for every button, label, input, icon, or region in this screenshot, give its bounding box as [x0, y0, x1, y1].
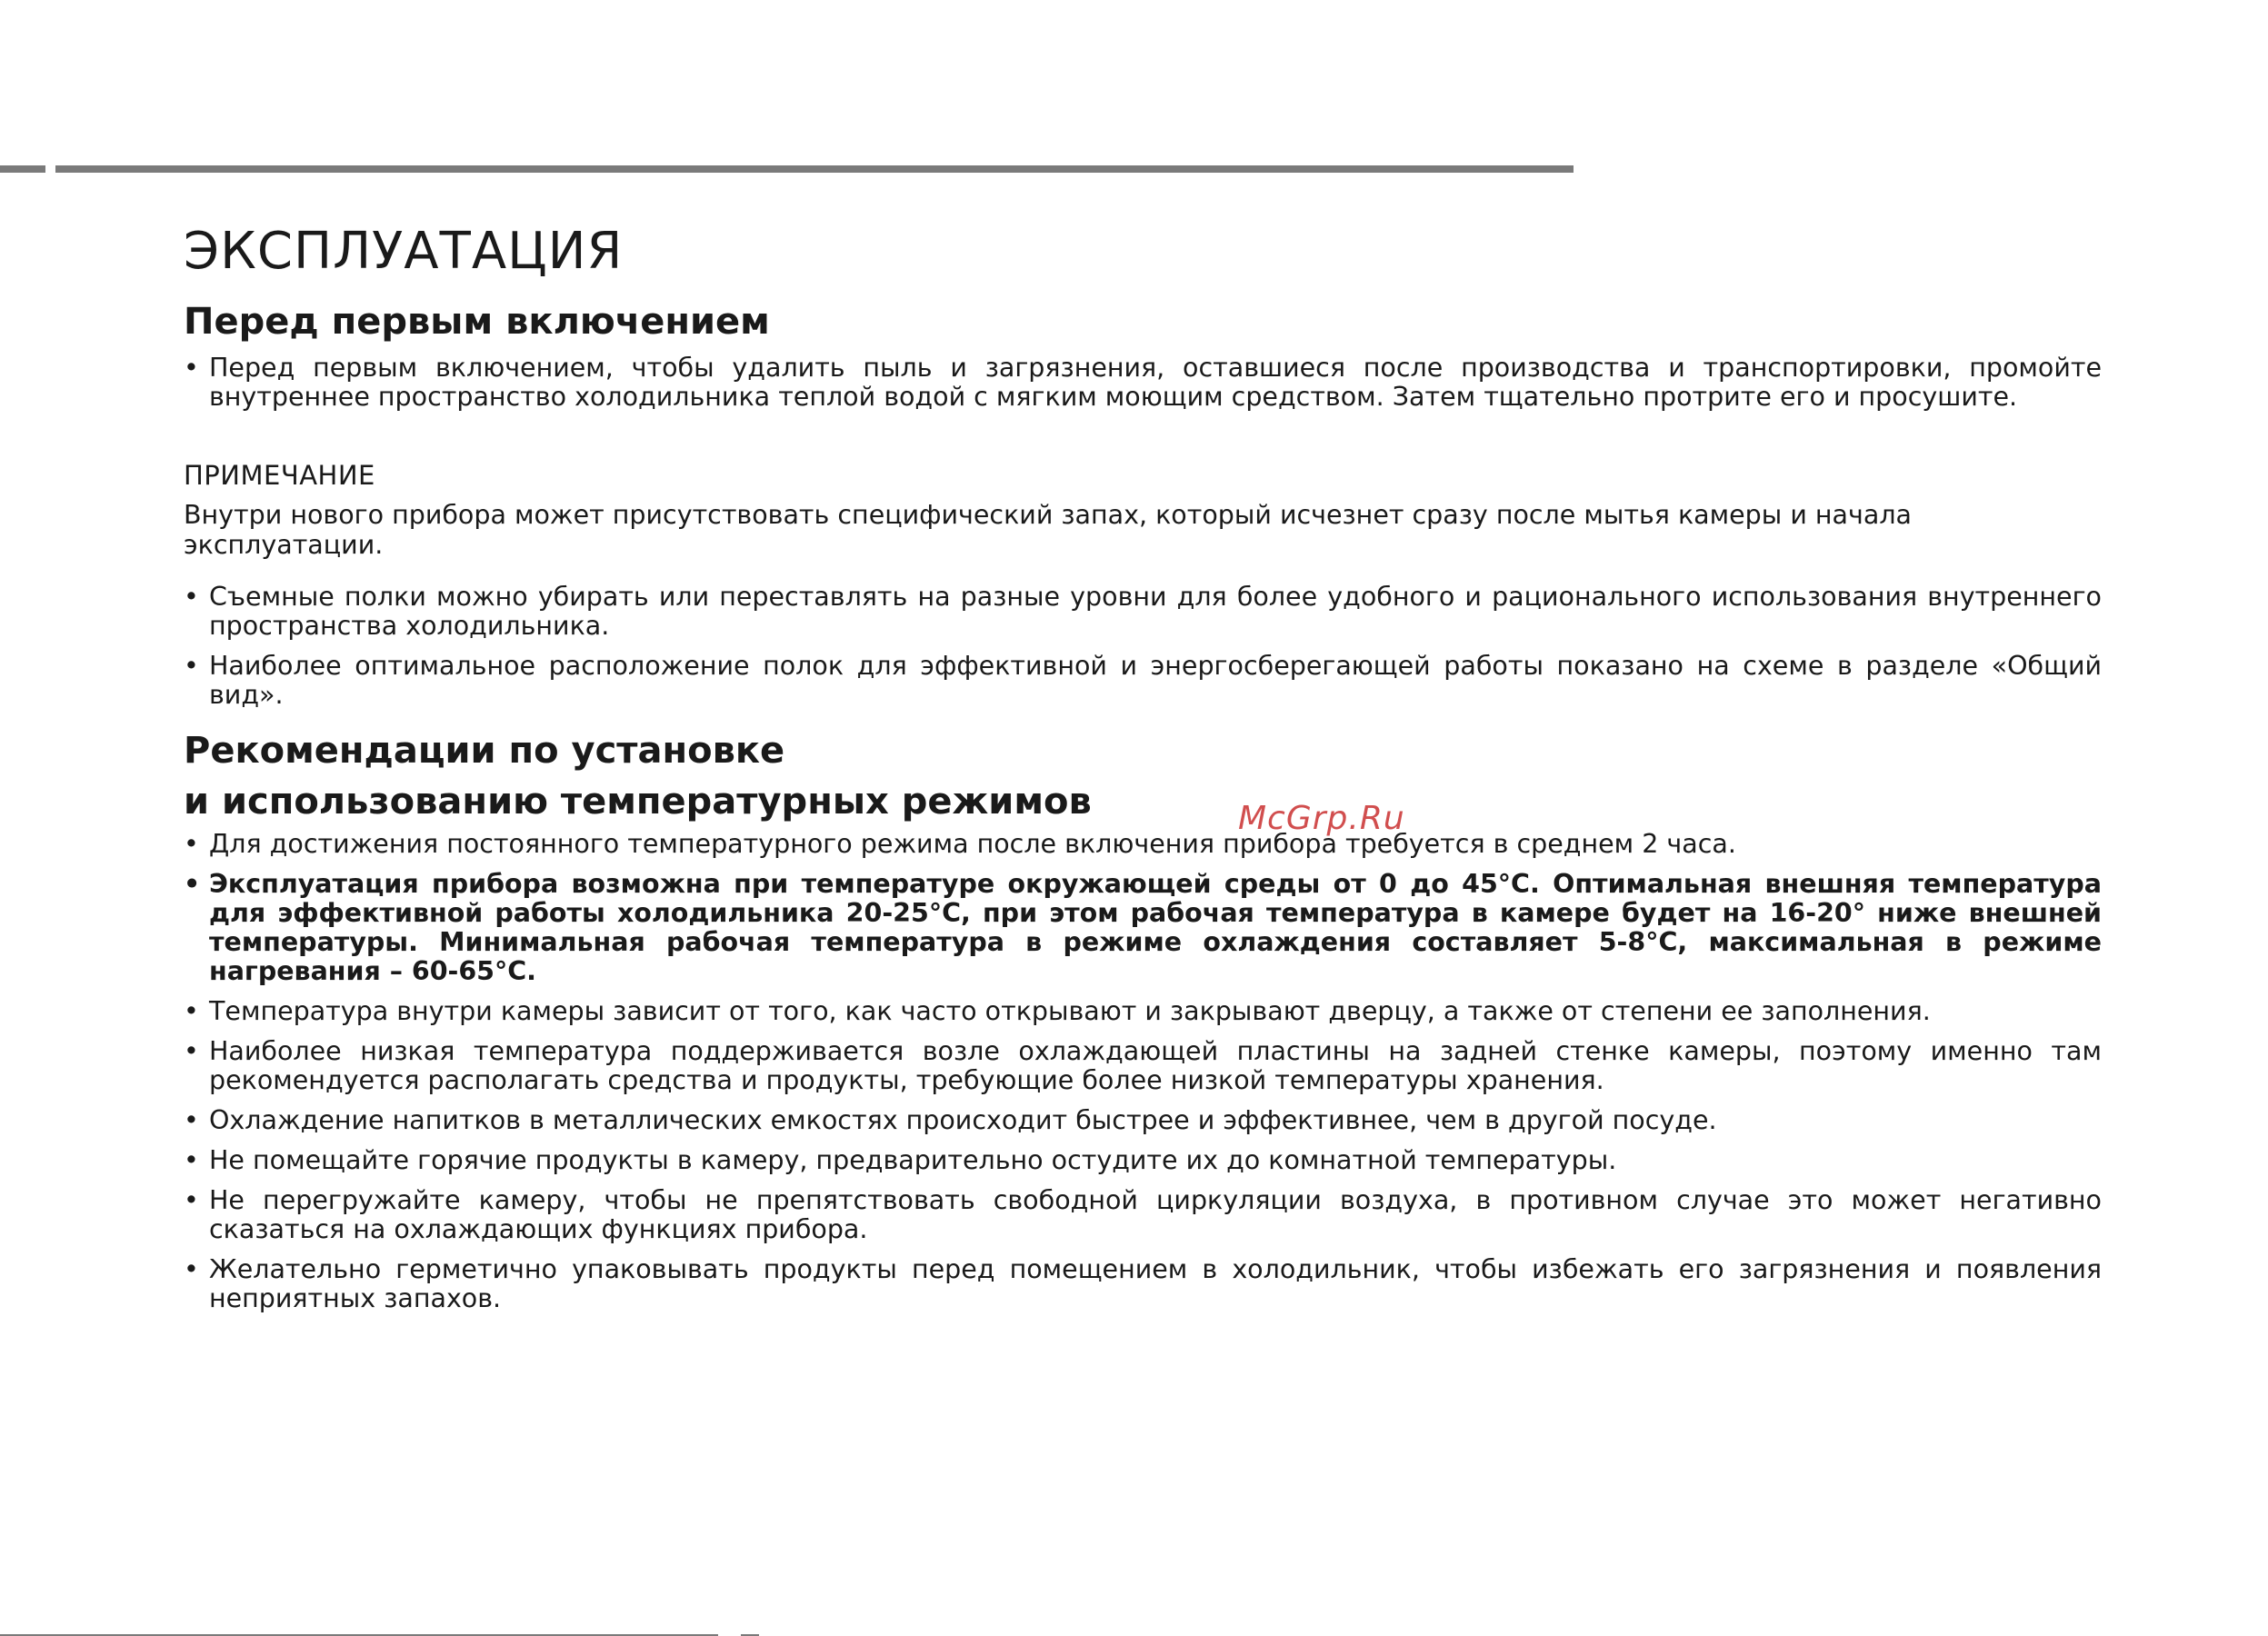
bullet: • — [184, 582, 199, 612]
bullet: • — [184, 996, 199, 1026]
heading-line-2: и использованию температурных режимов — [184, 781, 1092, 823]
list-item: • Съемные полки можно убирать или переставлять на разные уровни для более удобного и рационального использования внутреннего пространства холодильника. — [184, 582, 2102, 641]
bullet: • — [184, 353, 199, 383]
list-item: • Для достижения постоянного температурного режима после включения прибора требуется в среднем 2 часа. — [184, 829, 1736, 859]
bullet: • — [184, 1185, 199, 1215]
section-heading-first-use: Перед первым включением — [184, 301, 770, 343]
bullet: • — [184, 829, 199, 859]
list-item: • Наиболее оптимальное расположение полок для эффективной и энергосберегающей работы показано на схеме в разделе «Общий вид». — [184, 651, 2102, 710]
bullet: • — [184, 1036, 199, 1066]
note-label: ПРИМЕЧАНИЕ — [184, 460, 375, 491]
header-rule-short — [0, 165, 45, 173]
bullet: • — [184, 1254, 199, 1284]
list-item: • Перед первым включением, чтобы удалить пыль и загрязнения, оставшиеся после производства и транспортировки, промойте внутреннее пространство холодильника теплой водой с мягким моющим средством. Затем тщательно протрите его и просушите. — [184, 353, 2102, 412]
watermark: McGrp.Ru — [1238, 800, 1405, 837]
bullet: • — [184, 869, 201, 899]
list-item: • Не помещайте горячие продукты в камеру, предварительно остудите их до комнатной температуры. — [184, 1145, 1617, 1175]
list-item: • Температура внутри камеры зависит от того, как часто открывают и закрывают дверцу, а также от степени ее заполнения. — [184, 996, 1931, 1026]
note-text: Внутри нового прибора может присутствовать специфический запах, который исчезнет сразу после мытья камеры и начала эксплуатации. — [184, 500, 1912, 560]
bullet: • — [184, 651, 199, 681]
bullet: • — [184, 1105, 199, 1135]
recommendations-list — [184, 830, 2102, 1324]
bullet: • — [184, 1145, 199, 1175]
list-item: • Эксплуатация прибора возможна при температуре окружающей среды от 0 до 45°С. Оптимальная внешняя температура для эффективной работы холодильника 20-25°С, при этом рабочая температура в камере будет на 16-20° ниже внешней температуры. Минимальная рабочая температура в режиме охлаждения составляет 5-8°С, максимальная в режиме нагревания – 60-65°С. — [184, 869, 2102, 986]
list-item: • Желательно герметично упаковывать продукты перед помещением в холодильник, чтобы избежать его загрязнения и появления неприятных запахов. — [184, 1254, 2102, 1313]
section-heading-recommendations — [184, 725, 1092, 827]
list-item: • Не перегружайте камеру, чтобы не препятствовать свободной циркуляции воздуха, в противном случае это может негативно сказаться на охлаждающих функциях прибора. — [184, 1185, 2102, 1244]
heading-line-1: Рекомендации по установке — [184, 730, 785, 772]
list-item: • Охлаждение напитков в металлических емкостях происходит быстрее и эффективнее, чем в другой посуде. — [184, 1105, 1717, 1135]
header-rule — [55, 165, 1574, 173]
page-title: ЭКСПЛУАТАЦИЯ — [184, 222, 624, 281]
shelves-list — [184, 583, 2102, 721]
first-use-list — [184, 354, 2102, 423]
list-item: • Наиболее низкая температура поддерживается возле охлаждающей пластины на задней стенке камеры, поэтому именно там рекомендуется располагать средства и продукты, требующие более низкой температуры хранения. — [184, 1036, 2102, 1095]
